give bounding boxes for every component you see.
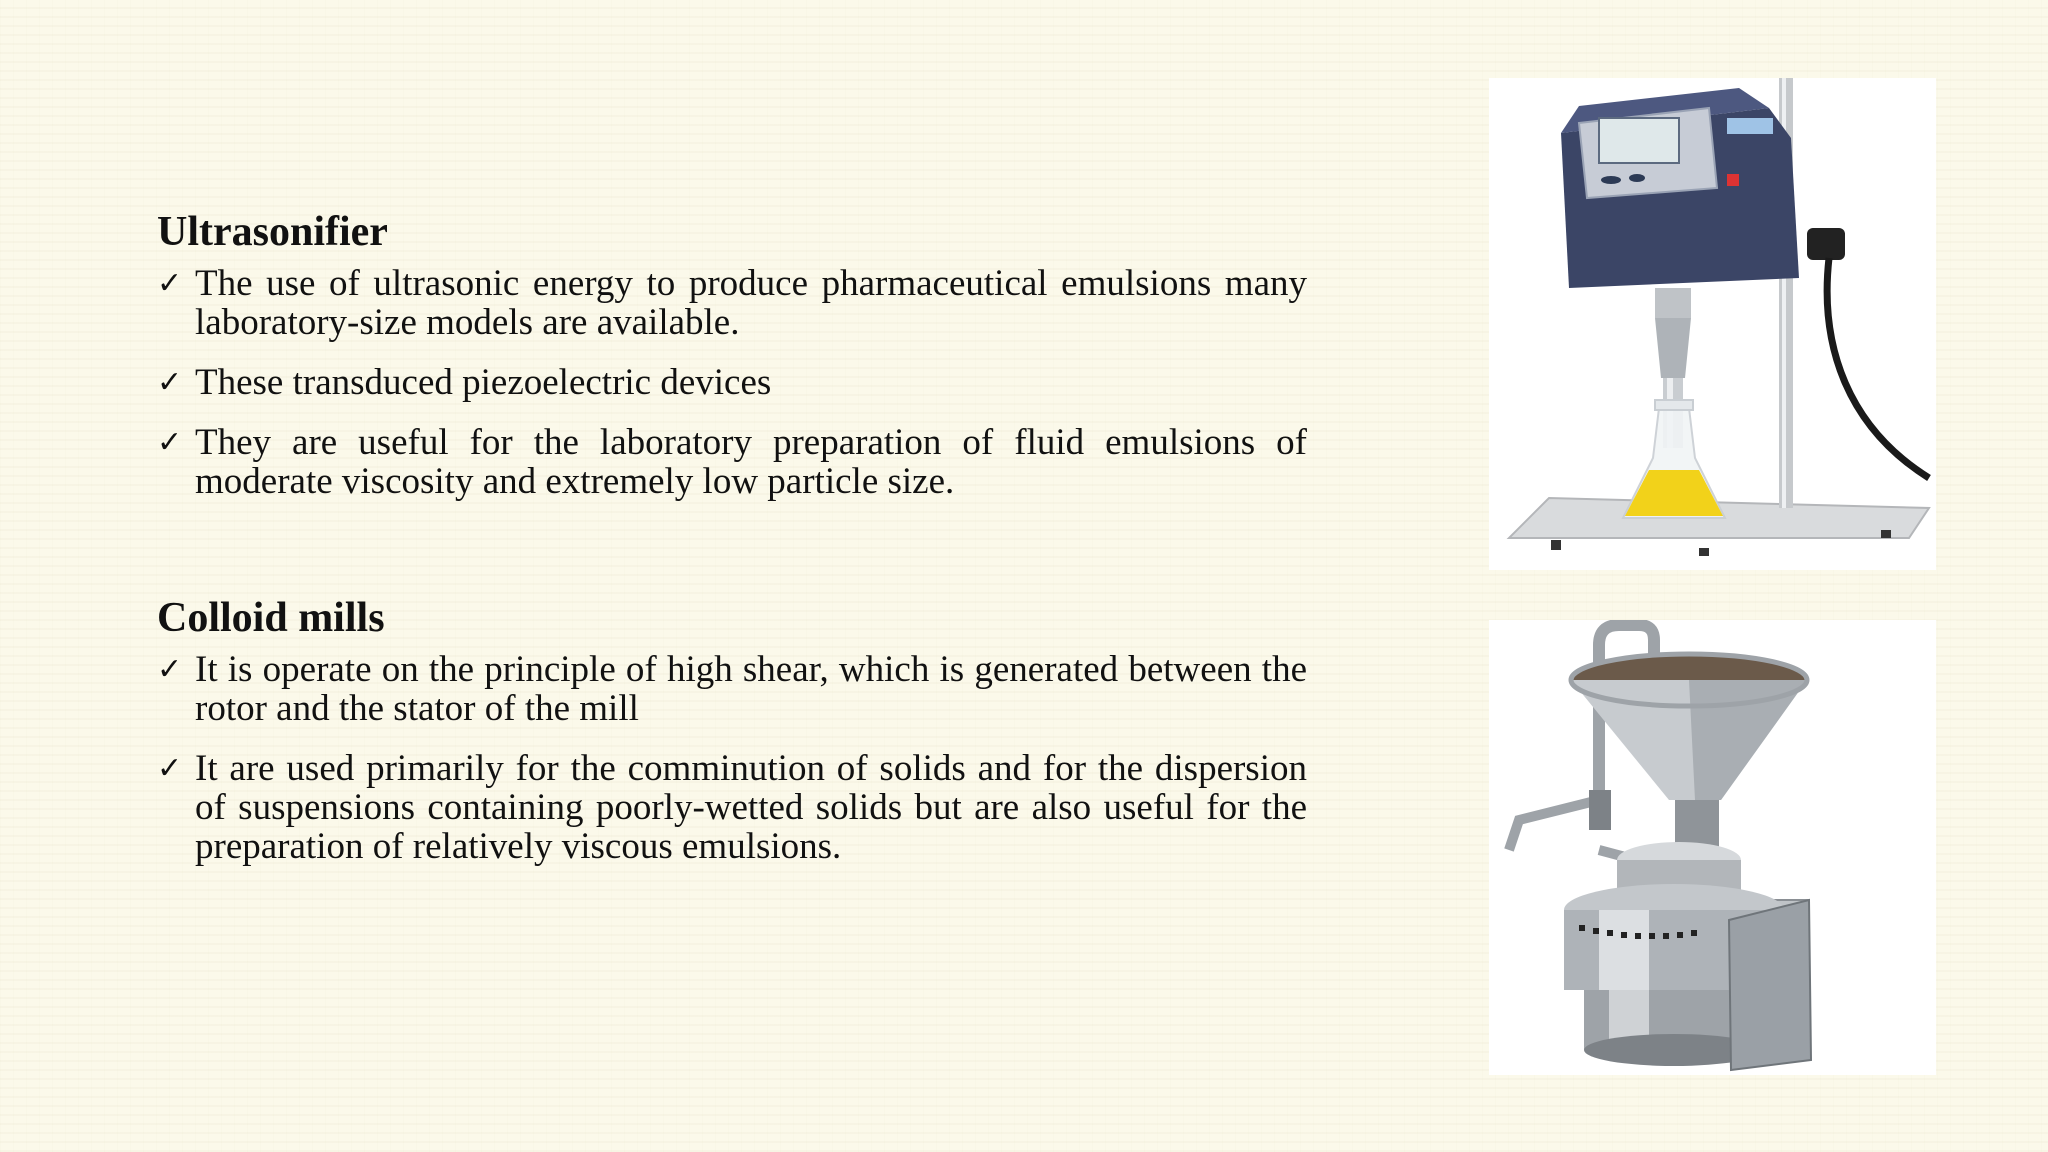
checkmark-icon: ✓ [157, 425, 183, 460]
list-item [157, 749, 1307, 866]
section-heading-colloid-mills: Colloid mills [157, 595, 385, 641]
bullet-text: The use of ultrasonic energy to produce pharmaceutical emulsions many laboratory-size models are available. [195, 263, 1307, 343]
list-item [157, 264, 1307, 342]
bullet-text: It is operate on the principle of high shear, which is generated between the rotor and the stator of the mill [195, 649, 1307, 729]
ultrasonifier-bullet-list [157, 264, 1307, 501]
bullet-text: It are used primarily for the comminution of solids and for the dispersion of suspensions containing poorly-wetted solids but are also useful for the preparation of relatively viscous emulsions. [195, 748, 1307, 867]
text-column [157, 208, 1307, 887]
list-item [157, 423, 1307, 501]
checkmark-icon: ✓ [157, 652, 183, 687]
checkmark-icon: ✓ [157, 365, 183, 400]
checkmark-icon: ✓ [157, 266, 183, 301]
checkmark-icon: ✓ [157, 751, 183, 786]
colloid-mills-bullet-list [157, 650, 1307, 866]
list-item [157, 363, 1307, 402]
colloid-mill-image [1489, 620, 1936, 1075]
ultrasonifier-image [1489, 78, 1936, 570]
bullet-text: They are useful for the laboratory preparation of fluid emulsions of moderate viscosity and extremely low particle size. [195, 422, 1307, 502]
section-heading-ultrasonifier: Ultrasonifier [157, 209, 388, 255]
section-spacer [157, 522, 1307, 594]
list-item [157, 650, 1307, 728]
bullet-text: These transduced piezoelectric devices [195, 362, 772, 403]
